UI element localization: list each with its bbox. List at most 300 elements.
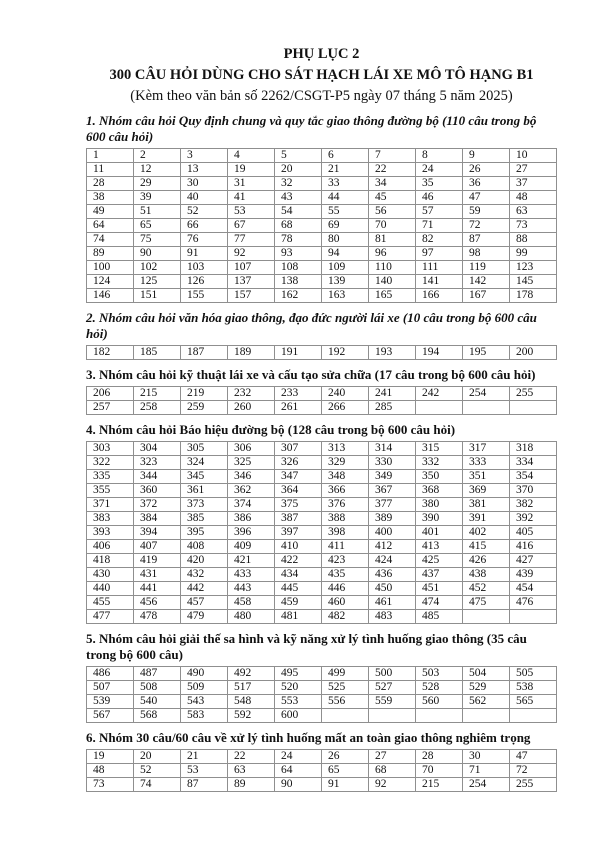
question-number-cell: 259: [181, 401, 228, 415]
section-4-heading: 4. Nhóm câu hỏi Báo hiệu đường bộ (128 câu trong bộ 600 câu hỏi): [86, 422, 456, 437]
question-number-cell: 261: [275, 401, 322, 415]
question-number-cell: 33: [322, 177, 369, 191]
question-number-cell: 65: [322, 764, 369, 778]
question-number-cell: 423: [322, 554, 369, 568]
question-number-cell: 504: [463, 667, 510, 681]
question-number-cell: 28: [87, 177, 134, 191]
question-number-cell: 99: [510, 247, 557, 261]
question-number-cell: 119: [463, 261, 510, 275]
question-number-cell: [416, 709, 463, 723]
question-number-cell: 478: [134, 610, 181, 624]
question-number-cell: 67: [228, 219, 275, 233]
question-number-cell: 40: [181, 191, 228, 205]
table-row: [87, 610, 557, 624]
question-number-cell: 313: [322, 442, 369, 456]
question-number-cell: 303: [87, 442, 134, 456]
question-number-cell: 29: [134, 177, 181, 191]
section-5-heading: 5. Nhóm câu hỏi giải thế sa hình và kỹ năng xử lý tình huống giao thông (35 câu trong bộ 600 câu): [86, 631, 527, 662]
question-number-cell: 90: [275, 778, 322, 792]
question-number-cell: 26: [322, 750, 369, 764]
question-number-cell: 31: [228, 177, 275, 191]
question-number-cell: 474: [416, 596, 463, 610]
question-number-cell: 91: [322, 778, 369, 792]
question-number-cell: 425: [416, 554, 463, 568]
question-number-cell: 48: [510, 191, 557, 205]
question-number-cell: 499: [322, 667, 369, 681]
question-number-cell: 508: [134, 681, 181, 695]
question-number-cell: 19: [87, 750, 134, 764]
question-number-cell: 163: [322, 289, 369, 303]
question-number-cell: 443: [228, 582, 275, 596]
question-number-cell: 185: [134, 346, 181, 360]
question-number-cell: 215: [416, 778, 463, 792]
question-number-cell: 254: [463, 387, 510, 401]
question-number-cell: 503: [416, 667, 463, 681]
question-number-cell: 487: [134, 667, 181, 681]
table-row: [87, 582, 557, 596]
question-number-cell: 355: [87, 484, 134, 498]
question-number-cell: 76: [181, 233, 228, 247]
section-3: [86, 367, 557, 415]
question-number-cell: [510, 709, 557, 723]
question-number-cell: 480: [228, 610, 275, 624]
question-number-cell: 55: [322, 205, 369, 219]
question-number-cell: 73: [510, 219, 557, 233]
question-number-cell: 1: [87, 149, 134, 163]
question-number-cell: 151: [134, 289, 181, 303]
question-number-cell: 454: [510, 582, 557, 596]
question-number-cell: 191: [275, 346, 322, 360]
question-number-cell: 505: [510, 667, 557, 681]
question-number-cell: 90: [134, 247, 181, 261]
question-number-cell: [463, 709, 510, 723]
question-number-cell: 433: [228, 568, 275, 582]
question-number-cell: 490: [181, 667, 228, 681]
question-number-cell: 416: [510, 540, 557, 554]
question-number-cell: 396: [228, 526, 275, 540]
table-row: [87, 681, 557, 695]
question-number-cell: 66: [181, 219, 228, 233]
question-number-cell: 36: [463, 177, 510, 191]
question-number-cell: 326: [275, 456, 322, 470]
question-number-cell: 109: [322, 261, 369, 275]
question-number-cell: 389: [369, 512, 416, 526]
question-number-cell: 182: [87, 346, 134, 360]
question-number-cell: 21: [181, 750, 228, 764]
question-number-cell: 415: [463, 540, 510, 554]
question-number-cell: 421: [228, 554, 275, 568]
question-number-cell: 63: [510, 205, 557, 219]
question-number-cell: 361: [181, 484, 228, 498]
section-1-heading: 1. Nhóm câu hỏi Quy định chung và quy tắc giao thông đường bộ (110 câu trong bộ 600 câu hỏi): [86, 113, 537, 144]
question-number-cell: 366: [322, 484, 369, 498]
question-table-2: [86, 345, 557, 360]
question-number-cell: 93: [275, 247, 322, 261]
question-number-cell: 381: [463, 498, 510, 512]
question-number-cell: 317: [463, 442, 510, 456]
question-number-cell: 411: [322, 540, 369, 554]
question-number-cell: 507: [87, 681, 134, 695]
question-number-cell: 318: [510, 442, 557, 456]
question-number-cell: [510, 610, 557, 624]
question-number-cell: 418: [87, 554, 134, 568]
table-row: [87, 442, 557, 456]
question-number-cell: 96: [369, 247, 416, 261]
question-number-cell: 8: [416, 149, 463, 163]
question-number-cell: 442: [181, 582, 228, 596]
question-number-cell: 89: [87, 247, 134, 261]
question-number-cell: 137: [228, 275, 275, 289]
question-number-cell: 26: [463, 163, 510, 177]
question-number-cell: 142: [463, 275, 510, 289]
question-number-cell: 419: [134, 554, 181, 568]
question-number-cell: 43: [275, 191, 322, 205]
question-number-cell: 166: [416, 289, 463, 303]
question-number-cell: 481: [275, 610, 322, 624]
question-number-cell: 333: [463, 456, 510, 470]
question-number-cell: 7: [369, 149, 416, 163]
question-number-cell: 527: [369, 681, 416, 695]
section-6-heading: 6. Nhóm 30 câu/60 câu về xử lý tình huống mất an toàn giao thông nghiêm trọng: [86, 730, 531, 745]
question-number-cell: 548: [228, 695, 275, 709]
question-number-cell: 21: [322, 163, 369, 177]
question-table-3: [86, 386, 557, 415]
question-number-cell: 559: [369, 695, 416, 709]
question-number-cell: 402: [463, 526, 510, 540]
question-number-cell: 500: [369, 667, 416, 681]
question-number-cell: 398: [322, 526, 369, 540]
table-row: [87, 554, 557, 568]
question-number-cell: 219: [181, 387, 228, 401]
question-number-cell: 72: [510, 764, 557, 778]
table-row: [87, 750, 557, 764]
question-number-cell: 528: [416, 681, 463, 695]
question-number-cell: 103: [181, 261, 228, 275]
question-number-cell: 6: [322, 149, 369, 163]
question-number-cell: 592: [228, 709, 275, 723]
question-number-cell: 539: [87, 695, 134, 709]
question-number-cell: 424: [369, 554, 416, 568]
question-number-cell: 562: [463, 695, 510, 709]
question-number-cell: 44: [322, 191, 369, 205]
table-row: [87, 149, 557, 163]
question-number-cell: 124: [87, 275, 134, 289]
question-number-cell: 19: [228, 163, 275, 177]
question-number-cell: 322: [87, 456, 134, 470]
question-number-cell: 242: [416, 387, 463, 401]
question-number-cell: 189: [228, 346, 275, 360]
question-number-cell: 47: [510, 750, 557, 764]
question-number-cell: 324: [181, 456, 228, 470]
question-number-cell: 315: [416, 442, 463, 456]
question-number-cell: 39: [134, 191, 181, 205]
question-number-cell: 439: [510, 568, 557, 582]
question-number-cell: 255: [510, 387, 557, 401]
question-number-cell: 22: [369, 163, 416, 177]
question-number-cell: 553: [275, 695, 322, 709]
table-row: [87, 261, 557, 275]
question-number-cell: 146: [87, 289, 134, 303]
table-row: [87, 346, 557, 360]
question-number-cell: 13: [181, 163, 228, 177]
question-number-cell: 140: [369, 275, 416, 289]
question-number-cell: 495: [275, 667, 322, 681]
question-number-cell: 568: [134, 709, 181, 723]
question-number-cell: 305: [181, 442, 228, 456]
question-number-cell: 334: [510, 456, 557, 470]
section-3-heading: 3. Nhóm câu hỏi kỹ thuật lái xe và cấu tạo sửa chữa (17 câu trong bộ 600 câu hỏi): [86, 367, 536, 382]
section-4: [86, 422, 557, 624]
question-number-cell: 38: [87, 191, 134, 205]
table-row: [87, 568, 557, 582]
question-number-cell: 52: [134, 764, 181, 778]
question-number-cell: 80: [322, 233, 369, 247]
question-number-cell: 68: [275, 219, 322, 233]
question-number-cell: 364: [275, 484, 322, 498]
question-number-cell: 362: [228, 484, 275, 498]
question-number-cell: 54: [275, 205, 322, 219]
question-number-cell: 525: [322, 681, 369, 695]
question-number-cell: 91: [181, 247, 228, 261]
question-number-cell: 325: [228, 456, 275, 470]
question-number-cell: [322, 709, 369, 723]
question-number-cell: 393: [87, 526, 134, 540]
question-number-cell: 459: [275, 596, 322, 610]
question-number-cell: 350: [416, 470, 463, 484]
question-number-cell: 125: [134, 275, 181, 289]
question-number-cell: 434: [275, 568, 322, 582]
question-number-cell: [416, 401, 463, 415]
question-number-cell: 9: [463, 149, 510, 163]
question-number-cell: 483: [369, 610, 416, 624]
question-number-cell: 2: [134, 149, 181, 163]
question-number-cell: 155: [181, 289, 228, 303]
question-number-cell: 145: [510, 275, 557, 289]
question-number-cell: 409: [228, 540, 275, 554]
question-number-cell: 370: [510, 484, 557, 498]
question-number-cell: 307: [275, 442, 322, 456]
question-number-cell: 373: [181, 498, 228, 512]
question-number-cell: 412: [369, 540, 416, 554]
question-number-cell: 460: [322, 596, 369, 610]
question-number-cell: 360: [134, 484, 181, 498]
question-number-cell: 349: [369, 470, 416, 484]
question-number-cell: 441: [134, 582, 181, 596]
question-number-cell: 78: [275, 233, 322, 247]
question-number-cell: 92: [228, 247, 275, 261]
question-number-cell: 20: [134, 750, 181, 764]
question-number-cell: 538: [510, 681, 557, 695]
question-number-cell: 257: [87, 401, 134, 415]
question-number-cell: 30: [463, 750, 510, 764]
question-number-cell: 187: [181, 346, 228, 360]
question-number-cell: 391: [463, 512, 510, 526]
question-number-cell: 374: [228, 498, 275, 512]
question-number-cell: 165: [369, 289, 416, 303]
appendix-title: PHỤ LỤC 2: [283, 46, 360, 62]
question-number-cell: 479: [181, 610, 228, 624]
question-number-cell: 406: [87, 540, 134, 554]
question-number-cell: 74: [87, 233, 134, 247]
question-number-cell: 195: [463, 346, 510, 360]
question-number-cell: 41: [228, 191, 275, 205]
question-number-cell: 476: [510, 596, 557, 610]
question-number-cell: 367: [369, 484, 416, 498]
question-number-cell: 157: [228, 289, 275, 303]
question-number-cell: 410: [275, 540, 322, 554]
question-number-cell: 323: [134, 456, 181, 470]
table-row: [87, 163, 557, 177]
table-row: [87, 526, 557, 540]
question-number-cell: 565: [510, 695, 557, 709]
question-number-cell: 351: [463, 470, 510, 484]
question-number-cell: 461: [369, 596, 416, 610]
table-row: [87, 470, 557, 484]
question-number-cell: 200: [510, 346, 557, 360]
question-number-cell: 193: [369, 346, 416, 360]
question-number-cell: 34: [369, 177, 416, 191]
question-number-cell: 102: [134, 261, 181, 275]
question-number-cell: 92: [369, 778, 416, 792]
question-number-cell: 37: [510, 177, 557, 191]
question-number-cell: 400: [369, 526, 416, 540]
question-number-cell: 141: [416, 275, 463, 289]
table-row: [87, 540, 557, 554]
question-number-cell: 81: [369, 233, 416, 247]
section-1: [86, 113, 557, 303]
question-number-cell: 162: [275, 289, 322, 303]
question-number-cell: 386: [228, 512, 275, 526]
question-table-1: [86, 148, 557, 303]
question-number-cell: 438: [463, 568, 510, 582]
question-number-cell: 46: [416, 191, 463, 205]
question-number-cell: 107: [228, 261, 275, 275]
question-number-cell: 347: [275, 470, 322, 484]
question-number-cell: 4: [228, 149, 275, 163]
question-number-cell: 304: [134, 442, 181, 456]
question-number-cell: 110: [369, 261, 416, 275]
table-row: [87, 778, 557, 792]
question-number-cell: 260: [228, 401, 275, 415]
question-number-cell: 27: [510, 163, 557, 177]
question-number-cell: 485: [416, 610, 463, 624]
question-number-cell: 401: [416, 526, 463, 540]
section-2-heading: 2. Nhóm câu hỏi văn hóa giao thông, đạo đức người lái xe (10 câu trong bộ 600 câu hỏi): [86, 310, 537, 341]
question-number-cell: 388: [322, 512, 369, 526]
question-table-5: [86, 666, 557, 723]
question-number-cell: 53: [228, 205, 275, 219]
question-number-cell: 477: [87, 610, 134, 624]
question-number-cell: [463, 401, 510, 415]
question-number-cell: 567: [87, 709, 134, 723]
question-number-cell: 371: [87, 498, 134, 512]
question-number-cell: 382: [510, 498, 557, 512]
question-number-cell: 383: [87, 512, 134, 526]
question-number-cell: 431: [134, 568, 181, 582]
question-number-cell: 12: [134, 163, 181, 177]
question-number-cell: 437: [416, 568, 463, 582]
question-number-cell: 405: [510, 526, 557, 540]
question-number-cell: 376: [322, 498, 369, 512]
question-number-cell: 413: [416, 540, 463, 554]
question-number-cell: 28: [416, 750, 463, 764]
question-number-cell: 178: [510, 289, 557, 303]
question-number-cell: 74: [134, 778, 181, 792]
question-number-cell: 475: [463, 596, 510, 610]
table-row: [87, 247, 557, 261]
question-number-cell: 49: [87, 205, 134, 219]
question-number-cell: 57: [416, 205, 463, 219]
section-6: [86, 730, 557, 792]
question-number-cell: 194: [416, 346, 463, 360]
question-number-cell: 65: [134, 219, 181, 233]
table-row: [87, 695, 557, 709]
question-number-cell: 420: [181, 554, 228, 568]
question-number-cell: 407: [134, 540, 181, 554]
table-row: [87, 191, 557, 205]
question-number-cell: 395: [181, 526, 228, 540]
question-number-cell: 509: [181, 681, 228, 695]
table-row: [87, 596, 557, 610]
question-number-cell: 27: [369, 750, 416, 764]
question-number-cell: 560: [416, 695, 463, 709]
question-number-cell: 375: [275, 498, 322, 512]
question-number-cell: 70: [369, 219, 416, 233]
question-number-cell: 5: [275, 149, 322, 163]
question-number-cell: 529: [463, 681, 510, 695]
question-number-cell: 456: [134, 596, 181, 610]
question-number-cell: 426: [463, 554, 510, 568]
question-number-cell: [369, 709, 416, 723]
question-number-cell: 369: [463, 484, 510, 498]
question-number-cell: 108: [275, 261, 322, 275]
table-row: [87, 205, 557, 219]
question-number-cell: 97: [416, 247, 463, 261]
question-number-cell: 240: [322, 387, 369, 401]
question-number-cell: 70: [416, 764, 463, 778]
question-number-cell: 556: [322, 695, 369, 709]
question-number-cell: 486: [87, 667, 134, 681]
table-row: [87, 456, 557, 470]
question-number-cell: 100: [87, 261, 134, 275]
document-title: 300 CÂU HỎI DÙNG CHO SÁT HẠCH LÁI XE MÔ TÔ HẠNG B1: [109, 67, 534, 83]
question-number-cell: 56: [369, 205, 416, 219]
question-number-cell: 440: [87, 582, 134, 596]
question-number-cell: 387: [275, 512, 322, 526]
question-number-cell: 87: [181, 778, 228, 792]
question-number-cell: 206: [87, 387, 134, 401]
question-number-cell: 457: [181, 596, 228, 610]
question-number-cell: 384: [134, 512, 181, 526]
question-number-cell: 372: [134, 498, 181, 512]
table-row: [87, 275, 557, 289]
question-number-cell: 346: [228, 470, 275, 484]
question-number-cell: 167: [463, 289, 510, 303]
question-number-cell: 71: [416, 219, 463, 233]
section-2: [86, 310, 557, 360]
question-number-cell: 520: [275, 681, 322, 695]
question-number-cell: 427: [510, 554, 557, 568]
table-row: [87, 764, 557, 778]
question-number-cell: 241: [369, 387, 416, 401]
question-number-cell: 377: [369, 498, 416, 512]
question-number-cell: 59: [463, 205, 510, 219]
question-number-cell: 445: [275, 582, 322, 596]
question-number-cell: 87: [463, 233, 510, 247]
question-number-cell: [463, 610, 510, 624]
question-number-cell: 123: [510, 261, 557, 275]
question-number-cell: 435: [322, 568, 369, 582]
